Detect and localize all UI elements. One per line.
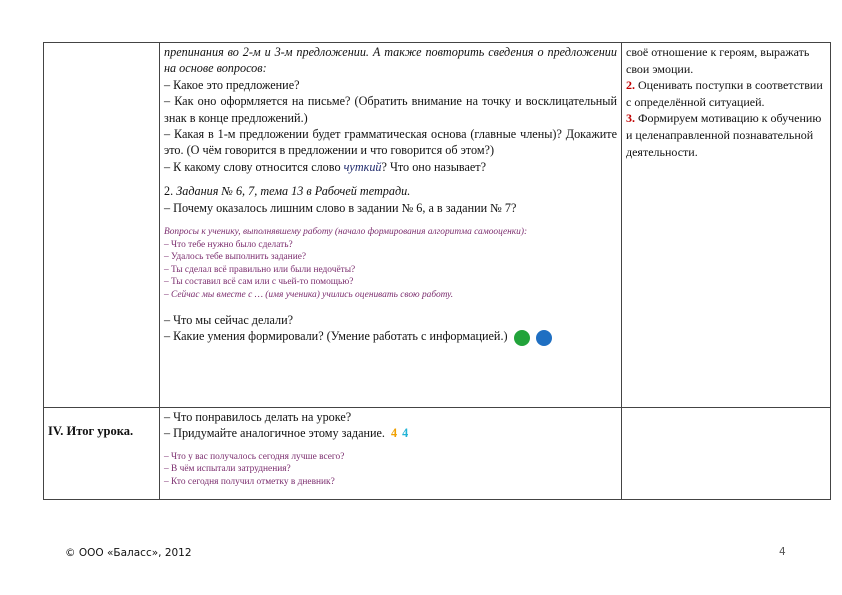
self-evaluation-block xyxy=(164,226,617,301)
outcome-3: 3. Формируем мотивацию к обучению и целенаправленной познавательной деятельности. xyxy=(626,111,822,159)
question-4: – К какому слову относится слово чуткий? Что оно называет? xyxy=(164,159,487,174)
content-cell xyxy=(160,408,622,500)
self-eval-question: – Сейчас мы вместе с … (имя ученика) учились оценивать свою работу. xyxy=(164,289,454,300)
self-eval-intro: Вопросы к ученику, выполнявшему работу (начало формирования алгоритма самооценки): xyxy=(164,227,528,238)
self-eval-question: – Удалось тебе выполнить задание? xyxy=(164,252,307,263)
question-1: – Какое это предложение? xyxy=(164,77,300,92)
stage-cell xyxy=(44,408,160,500)
task-2-question: – Почему оказалось лишним слово в задании № 6, а в задании № 7? xyxy=(164,200,517,215)
self-eval-question: – Ты сделал всё правильно или были недочёты? xyxy=(164,264,356,275)
green-circle-icon xyxy=(514,330,530,346)
final-question-2: – Какие умения формировали? (Умение работать с информацией.) xyxy=(164,328,617,345)
badge-orange: 4 xyxy=(390,426,398,441)
reflection-question: – В чём испытали затруднения? xyxy=(164,464,291,475)
reflection-block xyxy=(164,451,617,489)
self-eval-question: – Ты составил всё сам или с чьей-то помощью? xyxy=(164,277,354,288)
question-2: – Как оно оформляется на письме? (Обратить внимание на точку и восклицательный знак в конце предложений.) xyxy=(164,94,617,125)
intro-paragraph: препинания во 2-м и 3-м предложении. А также повторить сведения о предложении на основе вопросов: xyxy=(164,45,617,76)
lesson-plan-table xyxy=(43,42,831,500)
question-3: – Какая в 1-м предложении будет грамматическая основа (главные члены)? Докажите это. (О чём говорится в предложении и что говорится об этом?) xyxy=(164,127,617,158)
footer-copyright: © ООО «Баласс», 2012 xyxy=(65,547,192,559)
badge-cyan: 4 xyxy=(402,426,409,441)
stage-cell xyxy=(44,43,160,408)
highlighted-word: чуткий xyxy=(343,159,382,174)
outcomes-cell xyxy=(622,408,831,500)
table-row xyxy=(44,43,831,408)
reflection-question: – Что у вас получалось сегодня лучше всего? xyxy=(164,451,345,462)
stage-title: IV. Итог урока. xyxy=(48,424,134,438)
reflection-question: – Кто сегодня получил отметку в дневник? xyxy=(164,476,335,487)
task-2-heading: 2. Задания № 6, 7, тема 13 в Рабочей тетради. xyxy=(164,184,411,199)
outcome-continued: своё отношение к героям, выражать свои эмоции. xyxy=(626,45,810,76)
final-question-1: – Что мы сейчас делали? xyxy=(164,313,294,328)
summary-question-1: – Что понравилось делать на уроке? xyxy=(164,410,352,424)
page-number: 4 xyxy=(779,546,786,558)
content-cell xyxy=(160,43,622,408)
self-eval-question: – Что тебе нужно было сделать? xyxy=(164,239,293,250)
outcome-2: 2. Оценивать поступки в соответствии с определённой ситуацией. xyxy=(626,78,823,109)
blue-circle-icon xyxy=(536,330,552,346)
table-row xyxy=(44,408,831,500)
summary-question-2: – Придумайте аналогичное этому задание. 4 4 xyxy=(164,426,409,441)
outcomes-cell xyxy=(622,43,831,408)
